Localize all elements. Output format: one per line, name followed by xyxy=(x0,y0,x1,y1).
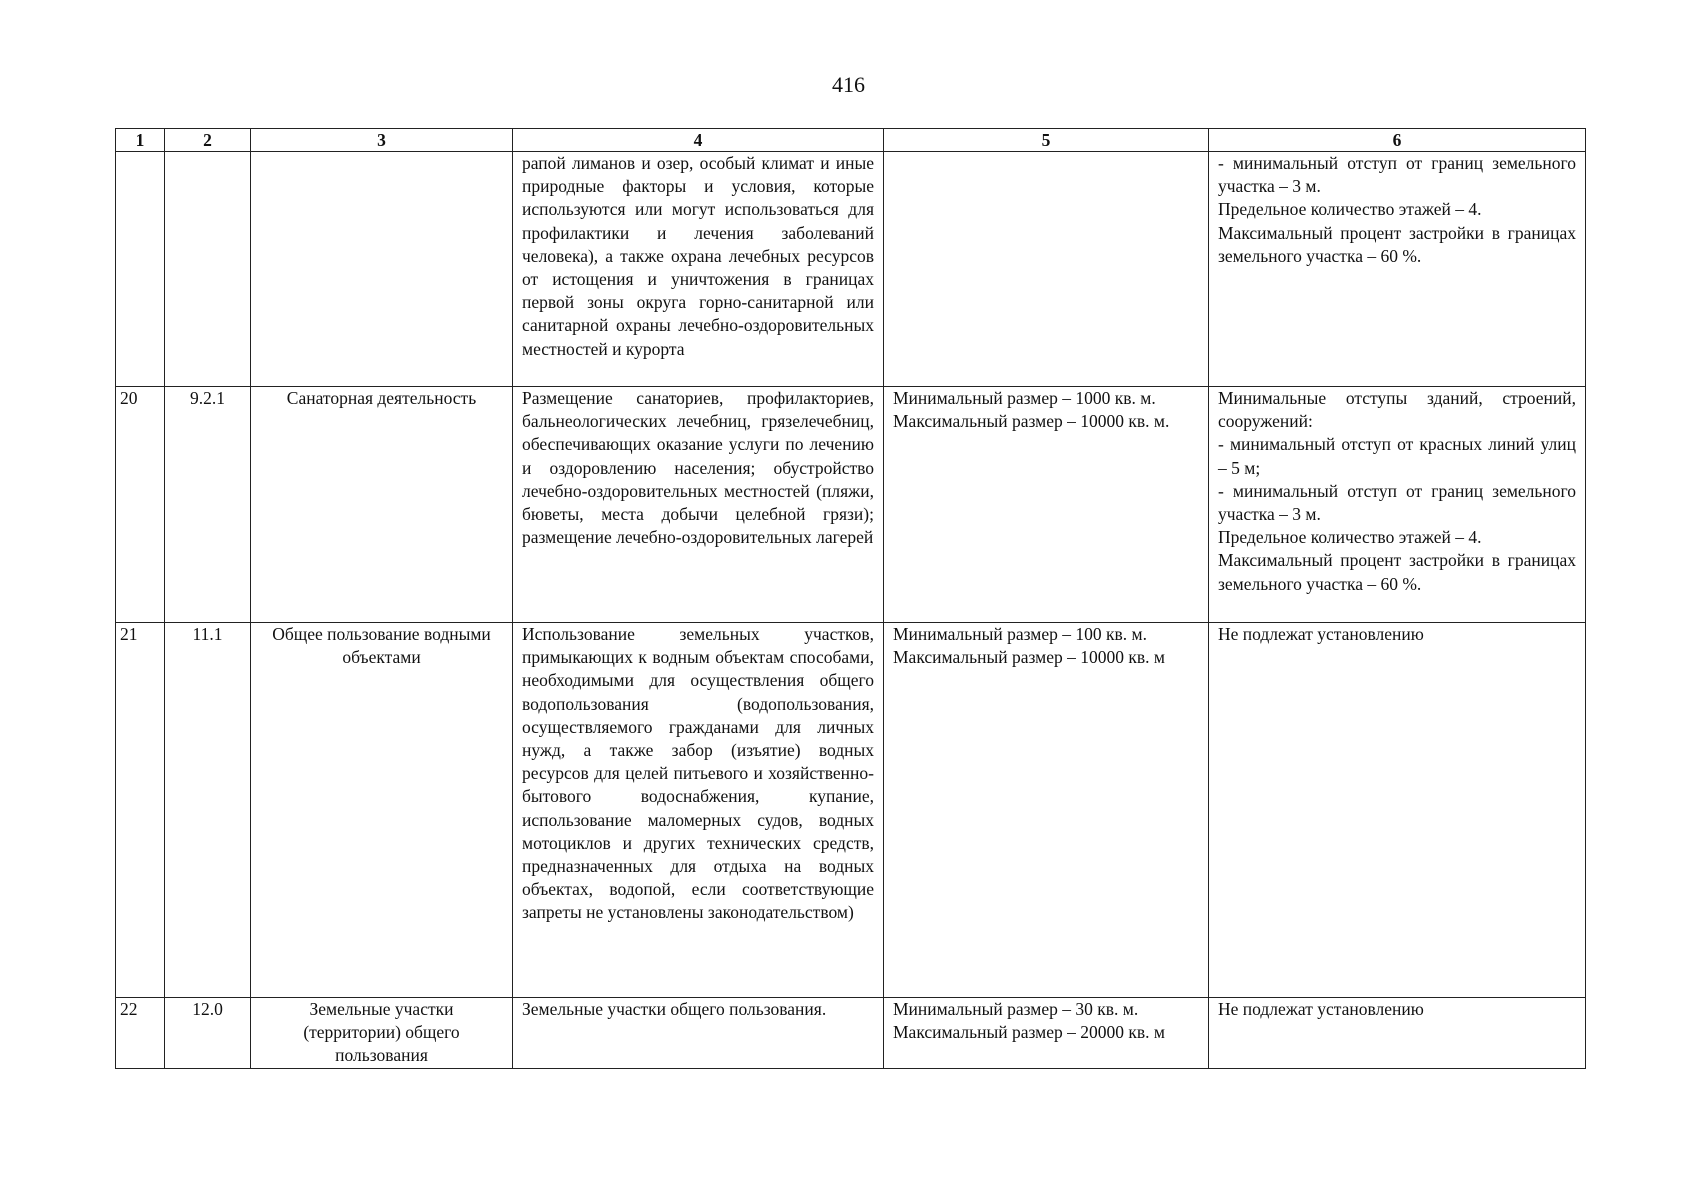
build-parameters xyxy=(1209,152,1586,387)
parameter-line: Не подлежат установлению xyxy=(1218,624,1424,644)
plot-size: Минимальный размер – 1000 кв. м. Максимальный размер – 10000 кв. м. xyxy=(884,387,1209,623)
use-description: Размещение санаториев, профилакториев, бальнеологических лечебниц, грязелечебниц, обеспечивающих оказание услуги по лечению и оздоровлению населения; обустройство лечебно-оздоровительных местностей (пляжи, бюветы, места добычи целебной грязи); размещение лечебно-оздоровительных лагерей xyxy=(513,387,884,623)
row-number xyxy=(116,152,165,387)
build-parameters xyxy=(1209,387,1586,623)
plot-size: Минимальный размер – 30 кв. м. Максимальный размер – 20000 кв. м xyxy=(884,998,1209,1069)
parameter-line: Максимальный процент застройки в границах земельного участка – 60 %. xyxy=(1218,222,1576,266)
use-name xyxy=(251,152,513,387)
column-header-6: 6 xyxy=(1209,129,1586,152)
parameter-line: - минимальный отступ от границ земельного участка – 3 м. xyxy=(1218,153,1576,197)
use-description: Земельные участки общего пользования. xyxy=(513,998,884,1069)
parameter-line: - минимальный отступ от границ земельного участка – 3 м. xyxy=(1218,480,1576,525)
row-number: 22 xyxy=(116,998,165,1069)
parameter-line: Не подлежат установлению xyxy=(1218,999,1424,1019)
column-header-4: 4 xyxy=(513,129,884,152)
parameter-line: Максимальный процент застройки в границах земельного участка – 60 %. xyxy=(1218,550,1576,594)
table-row xyxy=(116,152,1586,387)
use-name: Общее пользование водными объектами xyxy=(251,623,513,998)
row-number: 21 xyxy=(116,623,165,998)
parameter-line: Предельное количество этажей – 4. xyxy=(1218,199,1482,220)
use-code: 11.1 xyxy=(165,623,251,998)
use-description: рапой лиманов и озер, особый климат и иные природные факторы и условия, которые используются или могут использоваться для профилактики и лечения заболеваний человека), а также охрана лечебных ресурсов от истощения и уничтожения в границах первой зоны округа горно-санитарной или санитарной охраны лечебно-оздоровительных местностей и курорта xyxy=(513,152,884,387)
page-number: 416 xyxy=(832,72,865,97)
column-header-3: 3 xyxy=(251,129,513,152)
row-number: 20 xyxy=(116,387,165,623)
build-parameters xyxy=(1209,998,1586,1069)
table-header-row xyxy=(116,129,1586,152)
plot-size xyxy=(884,152,1209,387)
parameter-line: Предельное количество этажей – 4. xyxy=(1218,527,1482,548)
table-row xyxy=(116,623,1586,998)
parameter-line: - минимальный отступ от красных линий улиц – 5 м; xyxy=(1218,434,1576,478)
use-name: Санаторная деятельность xyxy=(251,387,513,623)
use-description: Использование земельных участков, примыкающих к водным объектам способами, необходимыми для осуществления общего водопользования (водопользования, осуществляемого гражданами для личных нужд, а также забор (изъятие) водных ресурсов для целей питьевого и хозяйственно-бытового водоснабжения, купание, использование маломерных судов, водных мотоциклов и других технических средств, предназначенных для отдыха на водных объектах, водопой, если соответствующие запреты не установлены законодательством) xyxy=(513,623,884,998)
use-code: 9.2.1 xyxy=(165,387,251,623)
table-row xyxy=(116,998,1586,1069)
plot-size: Минимальный размер – 100 кв. м. Максимальный размер – 10000 кв. м xyxy=(884,623,1209,998)
column-header-2: 2 xyxy=(165,129,251,152)
regulation-table xyxy=(115,128,1586,1069)
table-row xyxy=(116,387,1586,623)
use-code: 12.0 xyxy=(165,998,251,1069)
use-code xyxy=(165,152,251,387)
parameter-line: Минимальные отступы зданий, строений, сооружений: xyxy=(1218,388,1576,432)
use-name: Земельные участки (территории) общего пользования xyxy=(251,998,513,1069)
column-header-1: 1 xyxy=(116,129,165,152)
column-header-5: 5 xyxy=(884,129,1209,152)
build-parameters xyxy=(1209,623,1586,998)
